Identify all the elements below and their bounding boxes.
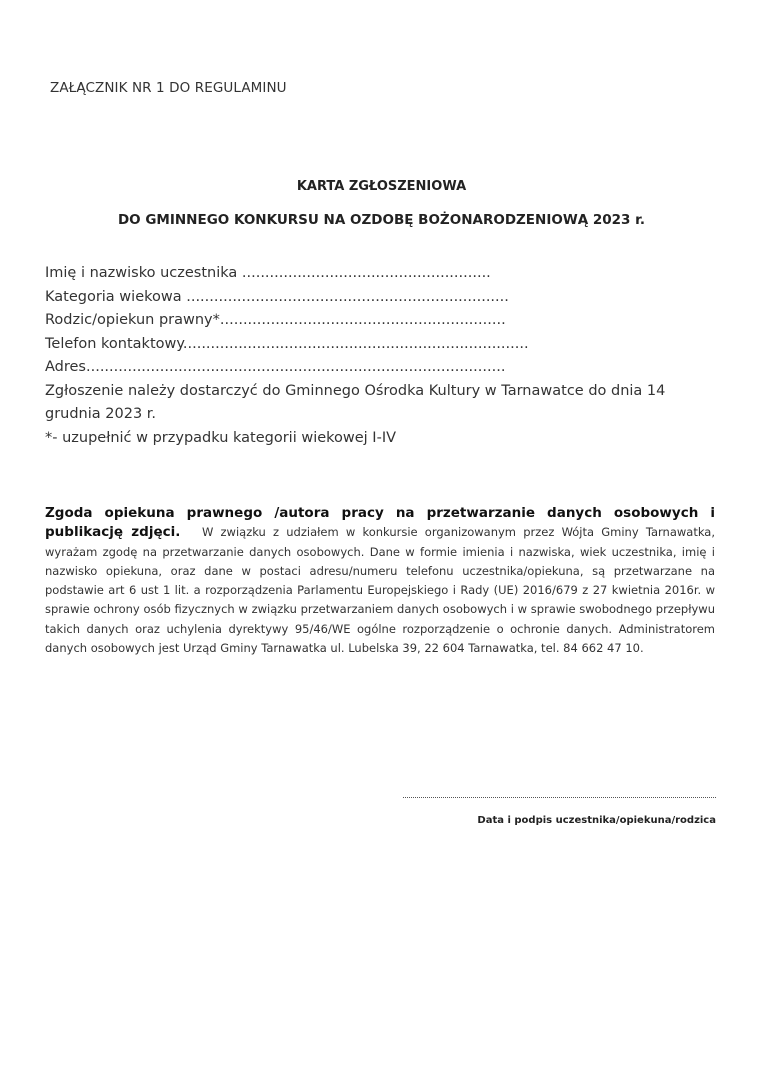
field-address [45, 356, 725, 380]
signature-line [403, 797, 716, 798]
consent-body: W związku z udziałem w konkursie organizowanym przez Wójta Gminy Tarnawatka, wyrażam zgodę na przetwarzanie danych osobowych. Dane w formie imienia i nazwiska, wiek uczestnika, imię i nazwisko opiekuna, oraz dane w postaci adresu/numeru telefonu uczestnika/opiekuna, są przetwarzane na podstawie art 6 ust 1 lit. a rozporządzenia Parlamentu Europejskiego i Rady (UE) 2016/679 z 27 kwietnia 2016r. w sprawie ochrony osób fizycznych w związku przetwarzaniem danych osobowych i w sprawie swobodnego przepływu takich danych oraz uchylenia dyrektywy 95/46/WE ogólne rozporządzenie o ochronie danych. Administratorem danych osobowych jest Urząd Gminy Tarnawatka ul. Lubelska 39, 22 604 Tarnawatka, tel. 84 662 47 10. [45, 525, 715, 656]
field-label: Imię i nazwisko uczestnika [45, 265, 238, 281]
attachment-header: ZAŁĄCZNIK NR 1 DO REGULAMINU [50, 80, 287, 96]
fill-in-line: ...................................................................... [181, 288, 509, 305]
field-label: Rodzic/opiekun prawny* [45, 312, 220, 328]
field-phone [45, 333, 725, 357]
consent-paragraph [45, 504, 715, 658]
footnote: *- uzupełnić w przypadku kategorii wiekowej I-IV [45, 429, 397, 446]
field-participant-name [45, 262, 725, 286]
fill-in-line: .............................................................. [219, 312, 506, 328]
form-title: KARTA ZGŁOSZENIOWA [296, 179, 467, 194]
fill-in-line: ........................................................................... [182, 335, 529, 352]
field-label: Telefon kontaktowy [45, 335, 183, 352]
signature-label: Data i podpis uczestnika/opiekuna/rodzica [477, 815, 716, 826]
field-age-category [45, 286, 725, 310]
field-guardian [45, 309, 725, 333]
form-fields [45, 262, 725, 450]
submission-notice: Zgłoszenie należy dostarczyć do Gminnego Ośrodka Kultury w Tarnawatce do dnia 14 grudnia 2023 r. [45, 382, 666, 422]
consent-heading: Zgoda opiekuna prawnego /autora pracy na przetwarzanie danych osobowych i publikację zdjęci. [45, 505, 715, 541]
fill-in-line: ...................................................... [237, 265, 491, 281]
field-label: Kategoria wiekowa [45, 288, 182, 305]
form-subtitle: DO GMINNEGO KONKURSU NA OZDOBĘ BOŻONARODZENIOWĄ 2023 r. [117, 212, 646, 228]
field-label: Adres [45, 359, 86, 375]
fill-in-line: ........................................................................................... [86, 359, 506, 375]
